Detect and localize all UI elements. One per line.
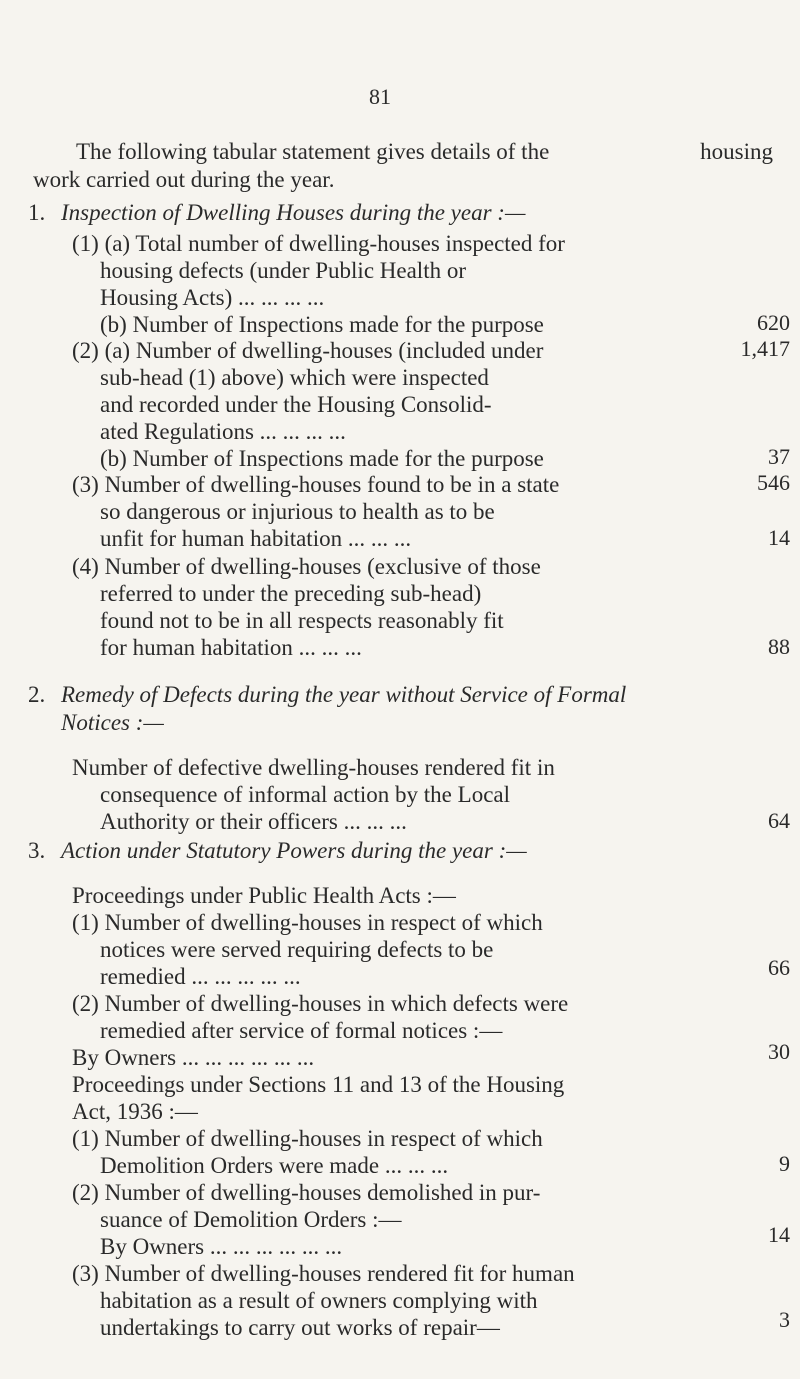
section-2-heading (28, 682, 626, 708)
section-2-heading-cont: Notices :— (61, 710, 164, 735)
s2-item-1-cont-1: consequence of informal action by the Local (100, 782, 511, 807)
s1-item-1b (100, 311, 700, 338)
s1-item-4-cont-3: for human habitation ... ... ... (100, 635, 362, 660)
s1-item-2b-label: (b) Number of Inspections made for the purpose (100, 446, 544, 471)
s1-item-3 (72, 471, 672, 552)
s2-item-1-value: 64 (768, 808, 790, 833)
s3-subheading-2 (72, 1071, 672, 1125)
s2-item-1 (72, 754, 672, 835)
s3-a-item-2-cont-1: remedied after service of formal notices :— (100, 1018, 503, 1043)
s2-item-1-label: Number of defective dwelling-houses rendered fit in (72, 755, 555, 780)
s3-a-item-1-label: (1) Number of dwelling-houses in respect of which (72, 910, 543, 935)
section-1-heading (28, 200, 525, 226)
section-3-title: Action under Statutory Powers during the year :— (61, 838, 527, 863)
s1-item-1a-value: 620 (757, 310, 790, 335)
s1-item-3-label: (3) Number of dwelling-houses found to be in a state (72, 472, 560, 497)
s3-a-item-3-label: By Owners ... ... ... ... ... ... (72, 1045, 315, 1070)
s2-item-1-cont-2: Authority or their officers ... ... ... (100, 809, 407, 834)
s3-b-item-2-cont-2: By Owners ... ... ... ... ... ... (100, 1234, 343, 1259)
s3-b-item-1-value: 9 (779, 1151, 790, 1176)
s3-b-item-2-cont-1: suance of Demolition Orders :— (100, 1207, 402, 1232)
s1-item-1a (72, 230, 672, 311)
s3-b-item-2-value: 14 (768, 1222, 790, 1247)
s3-subheading-1: Proceedings under Public Health Acts :— (72, 883, 456, 908)
intro-paragraph (33, 138, 773, 194)
s3-a-item-1-value: 66 (768, 955, 790, 980)
intro-line-2: work carried out during the year. (33, 167, 335, 192)
section-1-number: 1. (28, 200, 46, 225)
s1-item-4 (72, 553, 672, 661)
s1-item-2b-value: 546 (757, 470, 790, 495)
s1-item-1a-cont-2: Housing Acts) ... ... ... ... (100, 285, 325, 310)
s3-a-item-3-value: 30 (768, 1039, 790, 1064)
intro-line-1-end: housing (700, 139, 773, 164)
section-3-number: 3. (28, 838, 46, 863)
s1-item-2a-value: 37 (768, 444, 790, 469)
s1-item-4-cont-1: referred to under the preceding sub-head) (100, 581, 482, 606)
s3-b-item-3-value: 3 (779, 1307, 790, 1332)
s3-subheading-2-line-2: Act, 1936 :— (72, 1099, 198, 1124)
s3-b-item-1-label: (1) Number of dwelling-houses in respect of which (72, 1126, 543, 1151)
s3-b-item-3-cont-1: habitation as a result of owners complying with (100, 1288, 538, 1313)
section-2-title: Remedy of Defects during the year without Service of Formal (61, 682, 627, 707)
s1-item-4-label: (4) Number of dwelling-houses (exclusive of those (72, 554, 541, 579)
s3-a-item-1 (72, 909, 672, 990)
s1-item-4-cont-2: found not to be in all respects reasonably fit (100, 608, 504, 633)
s1-item-1b-value: 1,417 (740, 336, 790, 361)
s3-a-item-2-label: (2) Number of dwelling-houses in which defects were (72, 991, 569, 1016)
s3-a-item-3 (72, 1044, 672, 1071)
s3-a-item-1-cont-1: notices were served requiring defects to be (100, 937, 494, 962)
s3-a-item-2 (72, 990, 672, 1044)
s3-b-item-1 (72, 1125, 672, 1179)
s3-b-item-2-label: (2) Number of dwelling-houses demolished in pur- (72, 1180, 541, 1205)
intro-line-1 (33, 138, 773, 166)
page-number: 81 (369, 84, 391, 109)
s1-item-2a (72, 337, 672, 445)
section-3-heading (28, 838, 527, 864)
section-1-title: Inspection of Dwelling Houses during the year :— (61, 200, 526, 225)
s1-item-2a-cont-2: and recorded under the Housing Consolid- (100, 392, 492, 417)
intro-line-1-text: The following tabular statement gives details of the (76, 139, 550, 164)
s1-item-2a-cont-1: sub-head (1) above) which were inspected (100, 365, 489, 390)
s3-a-item-1-cont-2: remedied ... ... ... ... ... (100, 964, 301, 989)
s1-item-1b-label: (b) Number of Inspections made for the purpose (100, 312, 544, 337)
section-2-number: 2. (28, 682, 46, 707)
s1-item-3-cont-2: unfit for human habitation ... ... ... (100, 526, 412, 551)
s3-b-item-2 (72, 1179, 672, 1260)
s1-item-1a-cont-1: housing defects (under Public Health or (100, 258, 466, 283)
s1-item-1a-label: (1) (a) Total number of dwelling-houses inspected for (72, 231, 565, 256)
s1-item-3-value: 14 (768, 525, 790, 550)
s3-b-item-3-label: (3) Number of dwelling-houses rendered fit for human (72, 1261, 575, 1286)
s1-item-4-value: 88 (768, 634, 790, 659)
s1-item-3-cont-1: so dangerous or injurious to health as to be (100, 499, 495, 524)
s1-item-2a-cont-3: ated Regulations ... ... ... ... (100, 419, 346, 444)
s3-b-item-1-cont-1: Demolition Orders were made ... ... ... (100, 1153, 449, 1178)
s3-b-item-3 (72, 1260, 672, 1341)
s1-item-2a-label: (2) (a) Number of dwelling-houses (included under (72, 338, 544, 363)
s3-b-item-3-cont-2: undertakings to carry out works of repair— (100, 1315, 500, 1340)
s3-subheading-2-line-1: Proceedings under Sections 11 and 13 of the Housing (72, 1072, 565, 1097)
s1-item-2b (100, 445, 700, 472)
